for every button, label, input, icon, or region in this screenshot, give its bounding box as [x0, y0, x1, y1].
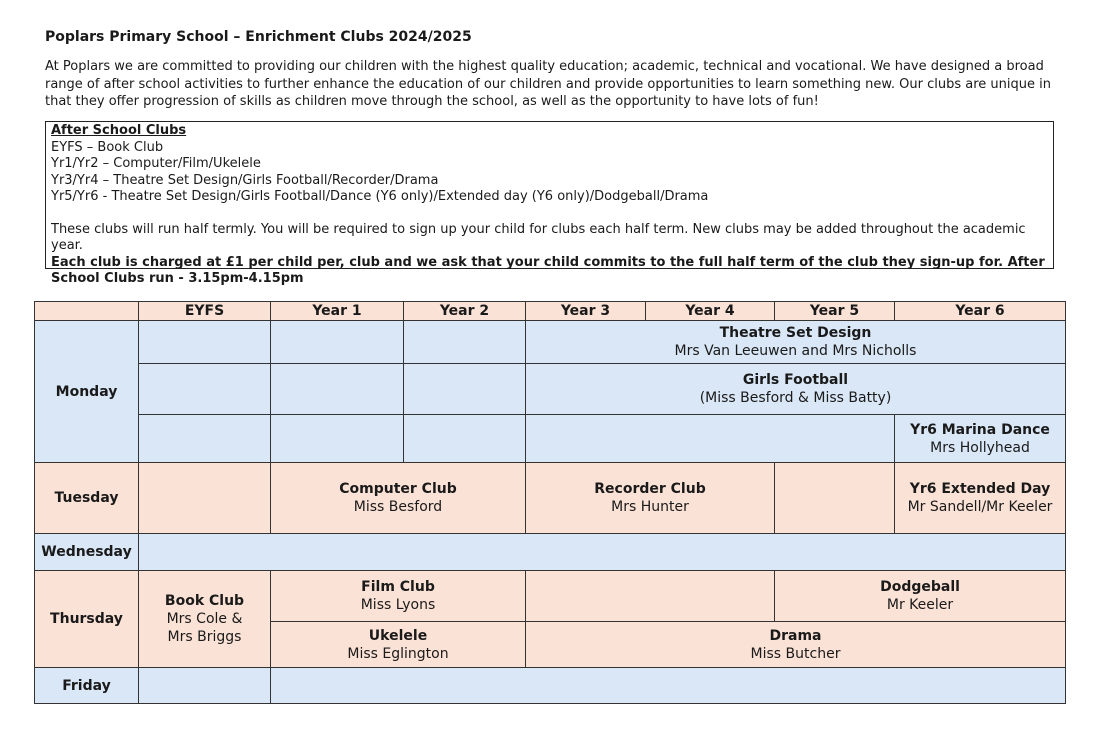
club-name: Yr6 Marina Dance: [910, 421, 1050, 438]
club-drama: [526, 622, 1066, 668]
day-friday: Friday: [35, 668, 139, 704]
empty-cell: [139, 534, 1066, 571]
empty-cell: [139, 321, 271, 364]
club-extended-day: [895, 463, 1066, 534]
empty-cell: [139, 463, 271, 534]
empty-cell: [271, 415, 404, 463]
club-teacher: Mrs Hunter: [611, 499, 689, 515]
club-name: Film Club: [361, 579, 435, 595]
header-year-1: Year 1: [271, 302, 404, 321]
box-line-yr3-yr4: Yr3/Yr4 – Theatre Set Design/Girls Football/Recorder/Drama: [51, 172, 439, 188]
empty-cell: [775, 463, 895, 534]
after-school-clubs-box: [45, 121, 1054, 286]
club-teacher: Mrs Van Leeuwen and Mrs Nicholls: [674, 343, 917, 359]
empty-cell: [271, 321, 404, 364]
box-line-eyfs: EYFS – Book Club: [51, 139, 164, 155]
club-teacher: Mrs Cole &: [166, 611, 243, 627]
club-teacher: Miss Butcher: [750, 645, 841, 662]
club-theatre-set-design: [526, 321, 1066, 364]
club-ukelele: [271, 622, 526, 668]
club-name: Computer Club: [339, 481, 457, 497]
page-title: Poplars Primary School – Enrichment Clubs 2024/2025: [45, 29, 472, 45]
empty-cell: [404, 364, 526, 415]
club-name: Drama: [769, 627, 822, 644]
header-year-6: Year 6: [895, 302, 1066, 321]
empty-cell: [139, 415, 271, 463]
header-eyfs: EYFS: [139, 302, 271, 321]
club-book: [139, 571, 271, 668]
box-charge: Each club is charged at £1 per child per, club and we ask that your child commits to the full half term of the club they sign-up for. After School Clubs run - 3.15pm-4.15pm: [51, 254, 1045, 286]
empty-cell: [139, 364, 271, 415]
club-teacher: (Miss Besford & Miss Batty): [699, 390, 892, 406]
club-teacher: Miss Eglington: [347, 645, 449, 662]
empty-cell: [271, 668, 1066, 704]
header-year-5: Year 5: [775, 302, 895, 321]
empty-cell: [404, 415, 526, 463]
box-line-yr1-yr2: Yr1/Yr2 – Computer/Film/Ukelele: [51, 156, 261, 171]
club-name: Recorder Club: [594, 481, 706, 497]
header-year-2: Year 2: [404, 302, 526, 321]
box-heading: After School Clubs: [51, 123, 187, 138]
day-wednesday: Wednesday: [35, 534, 139, 571]
timetable: [34, 301, 1066, 704]
club-teacher: Mr Sandell/Mr Keeler: [907, 499, 1053, 515]
club-name: Theatre Set Design: [719, 325, 872, 341]
header-blank: [35, 302, 139, 321]
header-year-4: Year 4: [646, 302, 775, 321]
club-name: Book Club: [164, 593, 245, 609]
club-teacher: Mrs Hollyhead: [930, 439, 1030, 456]
empty-cell: [271, 364, 404, 415]
club-film: [271, 571, 526, 622]
club-teacher: Miss Lyons: [360, 597, 436, 613]
club-name: Dodgeball: [880, 579, 960, 595]
club-name: Girls Football: [742, 372, 849, 388]
empty-cell: [526, 415, 895, 463]
club-dodgeball: [775, 571, 1066, 622]
empty-cell: [139, 668, 271, 704]
club-name: Ukelele: [368, 627, 428, 644]
day-tuesday: Tuesday: [35, 463, 139, 534]
club-name: Yr6 Extended Day: [909, 481, 1051, 497]
header-year-3: Year 3: [526, 302, 646, 321]
box-line-yr5-yr6: Yr5/Yr6 - Theatre Set Design/Girls Football/Dance (Y6 only)/Extended day (Y6 only)/Dodgeball/Drama: [51, 189, 709, 204]
club-teacher: Mr Keeler: [886, 597, 954, 613]
box-note: These clubs will run half termly. You will be required to sign up your child for clubs each half term. New clubs may be added throughout the academic year.: [51, 221, 1026, 253]
club-girls-football: [526, 364, 1066, 415]
empty-cell: [404, 321, 526, 364]
empty-cell: [526, 571, 775, 622]
club-marina-dance: [895, 415, 1066, 463]
club-recorder: [526, 463, 775, 534]
club-teacher: Miss Besford: [353, 499, 443, 515]
club-teacher: Mrs Briggs: [167, 629, 242, 645]
intro-paragraph: At Poplars we are committed to providing our children with the highest quality education; academic, technical and vocational. We have designed a broad range of after school activities to further enhance the education of our children and provide opportunities to learn something new. Our clubs are unique in that they offer progression of skills as children move through the school, as well as the opportunity to have lots of fun!: [45, 59, 1051, 109]
club-computer: [271, 463, 526, 534]
day-thursday: Thursday: [35, 571, 139, 668]
day-monday: Monday: [35, 321, 139, 463]
